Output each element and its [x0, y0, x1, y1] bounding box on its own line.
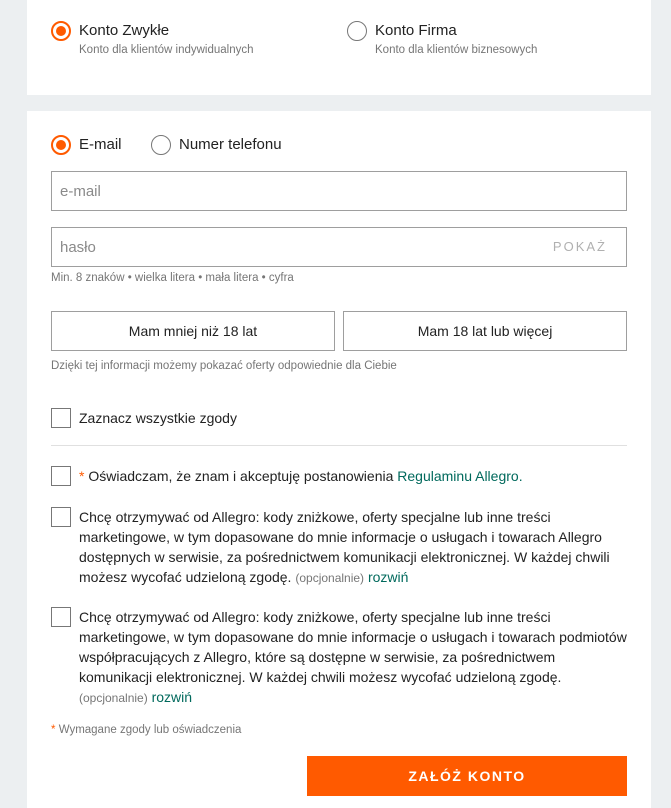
terms-link[interactable]: Regulaminu Allegro. [397, 468, 523, 484]
terms-checkbox[interactable] [51, 466, 71, 486]
marketing-consent-partners[interactable] [51, 607, 627, 708]
over-18-button[interactable]: Mam 18 lat lub więcej [343, 311, 627, 351]
email-field-wrapper [51, 171, 627, 211]
email-option-label: E-mail [79, 136, 122, 153]
show-password-button[interactable]: POKAŻ [552, 239, 607, 254]
password-field-wrapper [51, 227, 627, 267]
age-hint: Dzięki tej informacji możemy pokazać oferty odpowiednie dla Ciebie [51, 360, 397, 372]
select-all-consents[interactable] [51, 408, 627, 428]
marketing-partners-checkbox[interactable] [51, 607, 71, 627]
business-description: Konto dla klientów biznesowych [375, 44, 538, 56]
consents-divider [51, 445, 627, 446]
required-note-text: Wymagane zgody lub oświadczenia [58, 724, 242, 736]
required-note-asterisk: * [51, 724, 56, 736]
personal-description: Konto dla klientów indywidualnych [79, 44, 254, 56]
select-all-checkbox[interactable] [51, 408, 71, 428]
phone-option-text [179, 135, 282, 155]
marketing-partners-text-container [79, 607, 627, 708]
radio-dot [56, 26, 66, 36]
marketing-allegro-checkbox[interactable] [51, 507, 71, 527]
radio-email[interactable] [51, 135, 71, 155]
contact-method-email[interactable] [51, 135, 122, 155]
terms-consent[interactable] [51, 466, 627, 486]
terms-text-container [79, 466, 523, 486]
optional-label: (opcjonalnie) [79, 691, 148, 705]
create-account-button[interactable]: ZAŁÓŻ KONTO [307, 756, 627, 796]
email-option-text [79, 135, 122, 155]
expand-link[interactable]: rozwiń [151, 689, 193, 705]
phone-option-label: Numer telefonu [179, 136, 282, 153]
password-hint: Min. 8 znaków • wielka litera • mała litera • cyfra [51, 272, 294, 284]
under-18-button[interactable]: Mam mniej niż 18 lat [51, 311, 335, 351]
expand-link[interactable]: rozwiń [367, 569, 409, 585]
marketing-consent-allegro[interactable] [51, 507, 627, 588]
email-input[interactable] [52, 172, 626, 210]
marketing-allegro-text: Chcę otrzymywać od Allegro: kody zniżkowe, oferty specjalne lub inne treści marketingowe, w tym dopasowane do mnie informacje o usługach i towarach Allegro dostępnych w serwisie, za pośrednictwem komunikacji elektronicznej. W każdej chwili możesz wycofać udzieloną zgodę. [79, 509, 610, 585]
optional-label: (opcjonalnie) [295, 571, 365, 585]
radio-business[interactable] [347, 21, 367, 41]
account-type-personal[interactable] [51, 21, 254, 56]
account-type-business[interactable] [347, 21, 537, 56]
contact-method-phone[interactable] [151, 135, 282, 155]
terms-text: Oświadczam, że znam i akceptuję postanowienia [88, 468, 394, 484]
required-consents-note [51, 724, 241, 736]
marketing-partners-text: Chcę otrzymywać od Allegro: kody zniżkowe, oferty specjalne lub inne treści marketingowe, w tym dopasowane do mnie informacje o usługach i towarach podmiotów współpracujących z Allegro, które są dostępne w serwisie, za pośrednictwem komunikacji elektronicznej. W każdej chwili możesz wycofać udzieloną zgodę. [79, 609, 627, 685]
radio-phone[interactable] [151, 135, 171, 155]
radio-dot [56, 140, 66, 150]
required-asterisk: * [79, 468, 85, 484]
marketing-allegro-text-container [79, 507, 627, 588]
radio-personal[interactable] [51, 21, 71, 41]
business-label: Konto Firma [375, 22, 457, 39]
account-type-card [27, 0, 651, 95]
personal-label: Konto Zwykłe [79, 22, 170, 39]
select-all-label: Zaznacz wszystkie zgody [79, 410, 237, 426]
registration-form-card [27, 111, 651, 808]
personal-text [79, 21, 254, 56]
business-text [375, 21, 537, 56]
password-input[interactable] [52, 228, 626, 266]
